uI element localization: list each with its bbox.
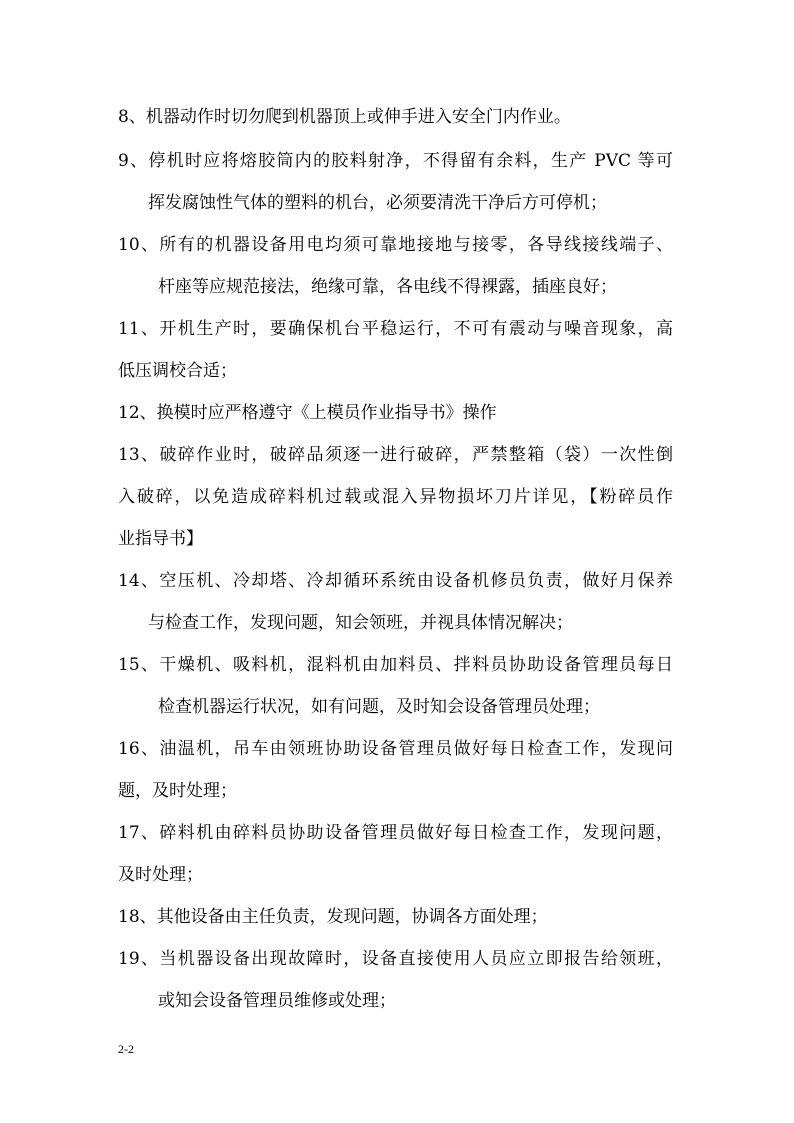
text-line-item-13: 13、破碎作业时，破碎品须逐一进行破碎，严禁整箱（袋）一次性倒 bbox=[118, 445, 673, 465]
text-line-item-11-cont: 低压调校合适； bbox=[118, 361, 237, 381]
text-line-item-16: 16、油温机，吊车由领班协助设备管理员做好每日检查工作，发现问 bbox=[118, 739, 673, 759]
page-number: 2-2 bbox=[118, 1042, 134, 1056]
text-line-item-10-cont: 杆座等应规范接法，绝缘可靠，各电线不得裸露，插座良好； bbox=[158, 277, 617, 297]
text-line-item-19-cont: 或知会设备管理员维修或处理； bbox=[158, 991, 396, 1011]
text-line-item-11: 11、开机生产时，要确保机台平稳运行，不可有震动与噪音现象，高 bbox=[118, 319, 673, 339]
text-line-item-12: 12、换模时应严格遵守《上模员作业指导书》操作 bbox=[118, 403, 497, 423]
text-line-item-19: 19、当机器设备出现故障时，设备直接使用人员应立即报告给领班， bbox=[118, 949, 673, 969]
text-line-item-10: 10、所有的机器设备用电均须可靠地接地与接零，各导线接线端子、 bbox=[118, 235, 673, 255]
text-line-item-13-cont2: 业指导书】 bbox=[118, 529, 203, 549]
text-line-item-15-cont: 检查机器运行状况，如有问题，及时知会设备管理员处理； bbox=[158, 697, 600, 717]
text-line-item-13-cont: 入破碎，以免造成碎料机过载或混入异物损坏刀片详见，【粉碎员作 bbox=[118, 487, 673, 507]
text-line-item-9: 9、停机时应将熔胶筒内的胶料射净，不得留有余料，生产 PVC 等可 bbox=[118, 151, 673, 171]
text-line-item-14: 14、空压机、冷却塔、冷却循环系统由设备机修员负责，做好月保养 bbox=[118, 571, 673, 591]
text-line-item-17: 17、碎料机由碎料员协助设备管理员做好每日检查工作，发现问题， bbox=[118, 823, 673, 843]
text-line-item-16-cont: 题，及时处理； bbox=[118, 781, 237, 801]
text-line-item-17-cont: 及时处理； bbox=[118, 865, 203, 885]
text-line-item-9-cont: 挥发腐蚀性气体的塑料的机台，必须要清洗干净后方可停机； bbox=[148, 193, 607, 213]
text-line-item-18: 18、其他设备由主任负责，发现问题，协调各方面处理； bbox=[118, 907, 548, 927]
text-line-item-15: 15、干燥机、吸料机，混料机由加料员、拌料员协助设备管理员每日 bbox=[118, 655, 673, 675]
text-line-item-14-cont: 与检查工作，发现问题，知会领班，并视具体情况解决； bbox=[148, 613, 573, 633]
text-line-item-8: 8、机器动作时切勿爬到机器顶上或伸手进入安全门内作业。 bbox=[118, 107, 571, 127]
